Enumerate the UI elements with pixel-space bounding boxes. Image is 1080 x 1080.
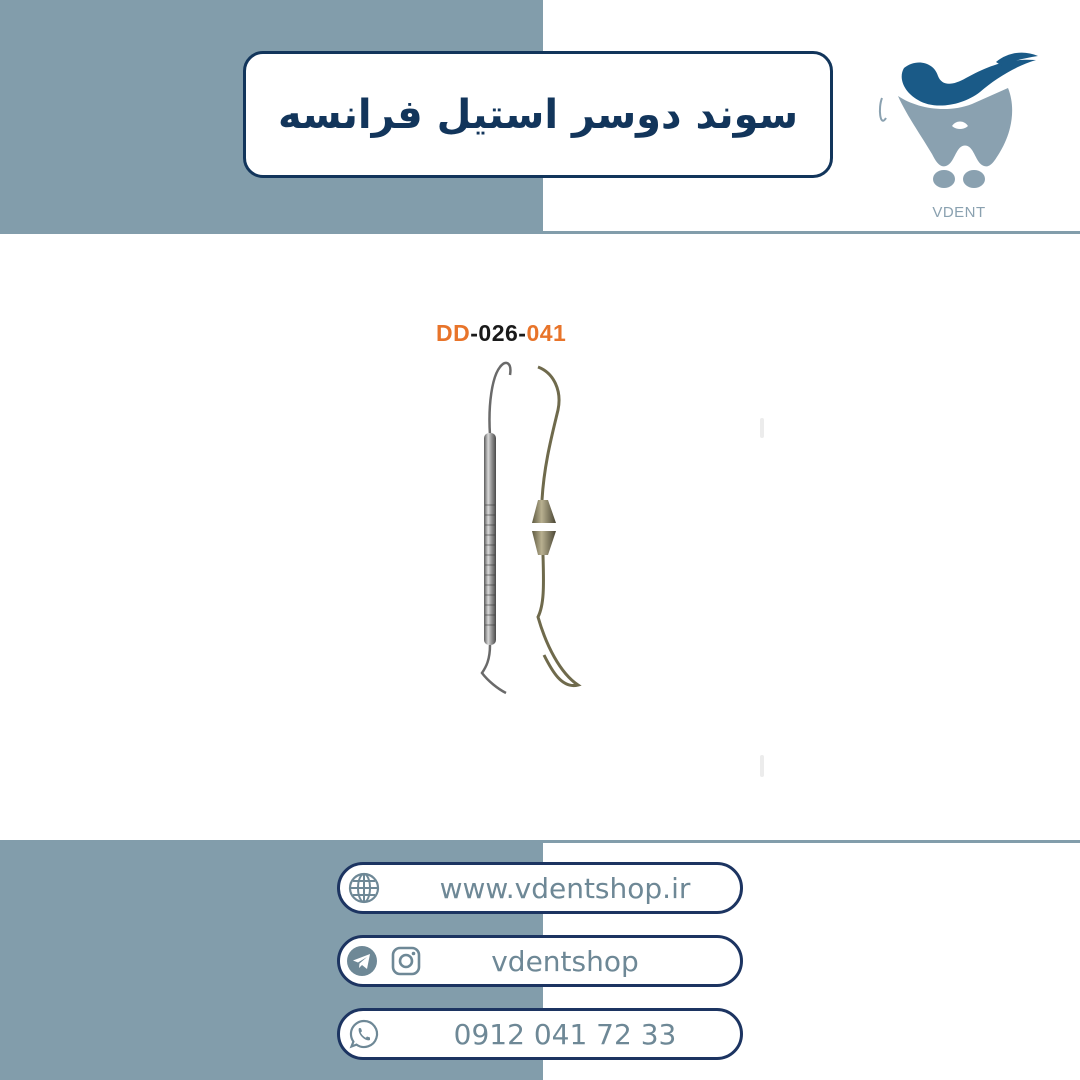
double-ended-dental-explorer-image (420, 355, 660, 705)
product-code-suffix: 041 (526, 320, 567, 346)
telegram-icon[interactable] (346, 945, 378, 977)
whatsapp-icon[interactable] (348, 1018, 380, 1050)
product-code-sep1: - (470, 320, 479, 346)
product-code-mid: 026 (478, 320, 519, 346)
website-pill[interactable] (337, 862, 743, 914)
product-code-sep2: - (518, 320, 527, 346)
social-pill[interactable] (337, 935, 743, 987)
footer-divider (543, 840, 1080, 843)
globe-icon (348, 872, 380, 904)
title-card (243, 51, 833, 178)
tooth-cart-icon (876, 48, 1042, 198)
phone-pill[interactable] (337, 1008, 743, 1060)
product-code-prefix: DD (436, 320, 471, 346)
image-artifact-bottom (760, 755, 764, 777)
phone-number[interactable]: 0912 041 72 33 (453, 1017, 677, 1051)
social-handle[interactable]: vdentshop (491, 944, 639, 978)
logo-brand-text: VDENT (932, 204, 986, 221)
website-link[interactable]: www.vdentshop.ir (439, 871, 691, 905)
page-title: سوند دوسر استیل فرانسه (277, 91, 799, 138)
product-code (436, 320, 566, 347)
image-artifact-top (760, 418, 764, 438)
header-divider (543, 231, 1080, 234)
logo (876, 48, 1042, 228)
product-area (420, 315, 660, 715)
